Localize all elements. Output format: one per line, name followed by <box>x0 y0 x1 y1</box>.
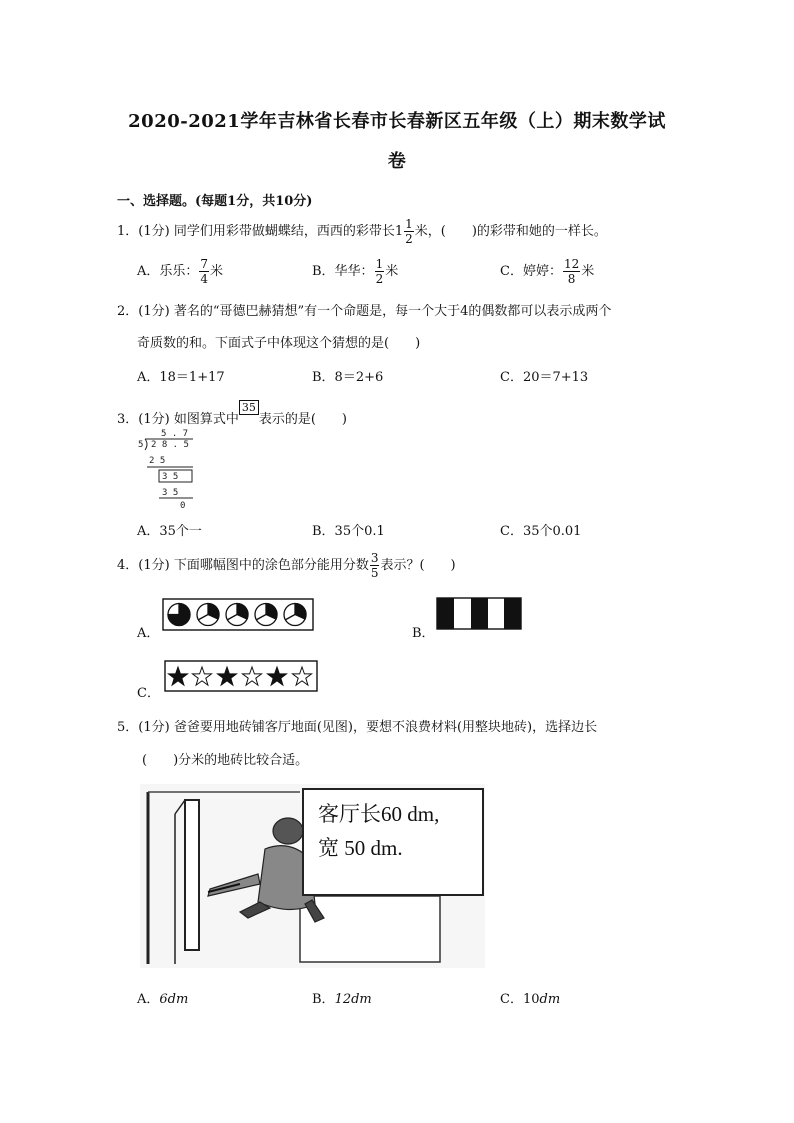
question-2-option-c[interactable]: C．20＝7+13 <box>500 370 589 385</box>
sign-line-1: 客厅长60 dm, <box>318 802 440 826</box>
question-5-option-c[interactable]: C．10dm <box>500 992 561 1007</box>
division-row-3: 3 5 <box>162 488 179 498</box>
living-room-illustration <box>140 784 485 968</box>
question-5-line-1: 5．(1分) 爸爸要用地砖铺客厅地面(见图)，要想不浪费材料(用整块地砖)，选择边长 <box>117 720 598 735</box>
question-4-option-b[interactable]: B． <box>412 626 435 641</box>
question-2-line-2: 奇质数的和。下面式子中体现这个猜想的是( ) <box>137 336 421 351</box>
boxed-number: 35 <box>239 400 259 415</box>
page-title-continued: 卷 <box>387 151 407 172</box>
question-1-option-c[interactable]: C．婷婷： $\frac{12}{8}$ 米 <box>500 257 595 286</box>
sign-line-2: 宽 50 dm. <box>318 836 403 860</box>
stripes-figure[interactable] <box>436 597 522 630</box>
stars-figure[interactable] <box>164 660 318 692</box>
question-1-option-b[interactable]: B．华华： $\frac{1}{2}$ 米 <box>312 257 399 286</box>
circles-figure[interactable] <box>162 598 314 632</box>
question-4-option-c[interactable]: C． <box>137 686 160 701</box>
question-1-mixed-number: 1 $\frac{1}{2}$ <box>394 217 413 246</box>
section-header: 一、选择题。(每题1分，共10分) <box>117 194 313 209</box>
question-2-line-1: 2．(1分) 著名的“哥德巴赫猜想”有一个命题是，每一个大于4的偶数都可以表示成两个 <box>117 304 612 319</box>
question-4-option-a[interactable]: A． <box>137 626 160 641</box>
division-row-1: 2 5 <box>149 456 166 466</box>
question-2-option-a[interactable]: A．18＝1+17 <box>137 370 225 385</box>
division-row-2: 3 5 <box>162 472 179 482</box>
long-division-figure <box>135 426 205 512</box>
question-4: 4．(1分) 下面哪幅图中的涂色部分能用分数 $\frac{3}{5}$ 表示？( ) <box>117 551 456 580</box>
room-dimensions-sign <box>302 788 484 896</box>
question-5-option-a[interactable]: A．6dm <box>137 992 189 1007</box>
question-3-option-c[interactable]: C．35个0.01 <box>500 524 582 539</box>
question-3: 3．(1分) 如图算式中35表示的是( ) <box>117 401 347 427</box>
question-1-option-a[interactable]: A．乐乐： $\frac{7}{4}$ 米 <box>137 257 224 286</box>
question-3-option-a[interactable]: A．35个一 <box>137 524 202 539</box>
page-title: 2020-2021学年吉林省长春市长春新区五年级（上）期末数学试 <box>128 111 666 132</box>
division-row-4: 0 <box>180 501 186 511</box>
question-2-option-b[interactable]: B．8＝2+6 <box>312 370 384 385</box>
division-divisor: 5 <box>138 440 144 450</box>
division-quotient: 5 . 7 <box>161 429 189 439</box>
question-1 <box>117 218 607 245</box>
division-dividend: 2 8 . 5 <box>151 440 189 450</box>
question-3-option-b[interactable]: B．35个0.1 <box>312 524 385 539</box>
question-5-option-b[interactable]: B．12dm <box>312 992 372 1007</box>
question-1-prefix: 1．(1分) 同学们用彩带做蝴蝶结，西西的彩带长 <box>117 224 395 239</box>
question-5-line-2: ( )分米的地砖比较合适。 <box>142 753 309 768</box>
question-1-suffix: 米，( )的彩带和她的一样长。 <box>414 224 607 239</box>
